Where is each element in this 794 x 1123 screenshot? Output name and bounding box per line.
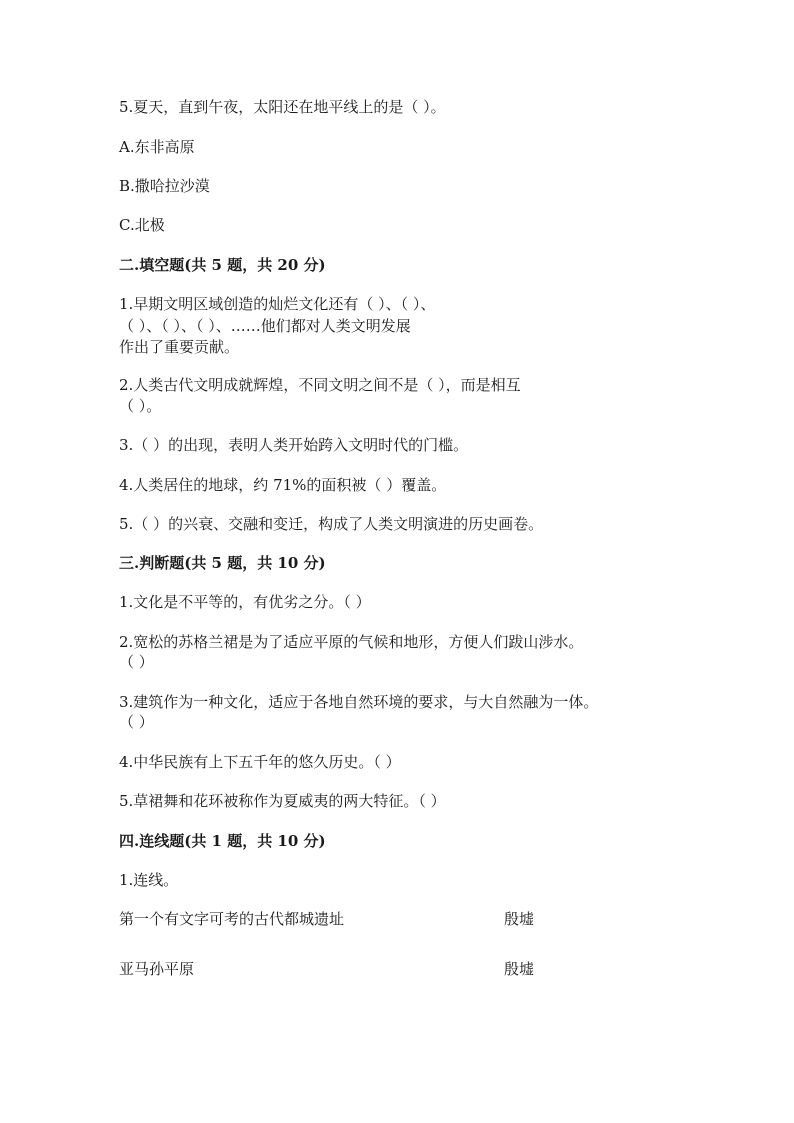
match-q1: 1.连线。 — [119, 871, 179, 889]
q5-stem: 5.夏天，直到午夜，太阳还在地平线上的是（ ）。 — [119, 98, 446, 116]
q5-option-b: B.撒哈拉沙漠 — [119, 177, 210, 195]
section-match-heading: 四.连线题(共 1 题，共 10 分) — [119, 832, 326, 850]
fill-q2-line1: 2.人类古代文明成就辉煌，不同文明之间不是（ ），而是相互 — [119, 376, 521, 394]
fill-q1-line3: 作出了重要贡献。 — [119, 338, 240, 356]
fill-q5: 5.（ ）的兴衰、交融和变迁，构成了人类文明演进的历史画卷。 — [119, 515, 544, 533]
judge-q3-line1: 3.建筑作为一种文化，适应于各地自然环境的要求，与大自然融为一体。 — [119, 693, 599, 711]
fill-q1-line2: （ ）、（ ）、（ ）、……他们都对人类文明发展 — [119, 317, 411, 335]
match-left-item-2: 亚马孙平原 — [119, 960, 195, 978]
q5-option-a: A.东非高原 — [119, 138, 195, 156]
judge-q5: 5.草裙舞和花环被称作为夏威夷的两大特征。（ ） — [119, 792, 446, 810]
match-left-item-1: 第一个有文字可考的古代都城遗址 — [119, 910, 345, 928]
fill-q1-line1: 1.早期文明区域创造的灿烂文化还有（ ）、（ ）、 — [119, 295, 436, 313]
fill-q2-line2: （ ）。 — [119, 397, 162, 415]
fill-q4: 4.人类居住的地球，约 71%的面积被（ ）覆盖。 — [119, 476, 447, 494]
section-judge-heading: 三.判断题(共 5 题，共 10 分) — [119, 554, 326, 572]
judge-q1: 1.文化是不平等的，有优劣之分。（ ） — [119, 593, 371, 611]
judge-q2-line1: 2.宽松的苏格兰裙是为了适应平原的气候和地形，方便人们跋山涉水。 — [119, 633, 584, 651]
match-right-item-2: 殷墟 — [504, 960, 535, 978]
judge-q2-line2: （ ） — [119, 653, 154, 671]
match-right-item-1: 殷墟 — [504, 910, 535, 928]
q5-option-c: C.北极 — [119, 216, 165, 234]
judge-q4: 4.中华民族有上下五千年的悠久历史。（ ） — [119, 753, 401, 771]
fill-q3: 3.（ ）的出现，表明人类开始跨入文明时代的门槛。 — [119, 436, 469, 454]
judge-q3-line2: （ ） — [119, 713, 154, 731]
section-fill-heading: 二.填空题(共 5 题，共 20 分) — [119, 256, 326, 274]
